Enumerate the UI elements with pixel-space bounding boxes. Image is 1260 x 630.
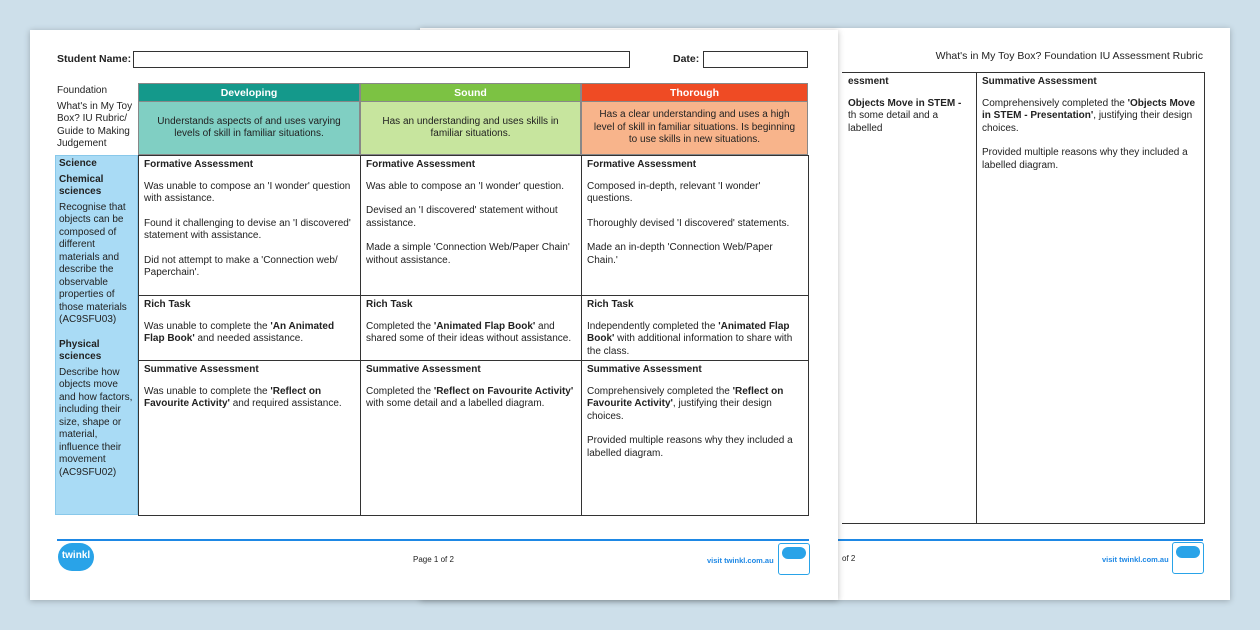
cell-heading: Summative Assessment [366,364,481,375]
back-col2-para: Comprehensively completed the 'Objects Move in STEM - Presentation', justifying their design choices. [982,97,1196,134]
curriculum-column [55,155,138,515]
formative-cell-thorough [581,155,809,296]
cell-text: Provided multiple reasons why they included a labelled diagram. [587,435,793,459]
level-header-thorough: Thorough [581,83,808,102]
summative-cell-thorough [581,360,809,516]
student-name-label: Student Name: [57,53,132,65]
cell-text: Made an in-depth 'Connection Web/Paper Chain.' [587,242,773,266]
back-page-number: of 2 [842,554,856,563]
strand-description: Describe how objects move and how factors, including their size, shape or material, influence their movement (AC9SFU02) [59,366,133,478]
level-desc-developing: Understands aspects of and uses varying levels of skill in familiar situations. [138,101,360,155]
cell-heading: Rich Task [366,299,413,310]
back-col1-line: th some detail and a labelled [848,110,939,134]
back-footer-line [838,539,1203,541]
cell-text: Was unable to complete the 'An Animated Flap Book' and needed assistance. [144,320,335,344]
unit-title: What's in My Toy Box? IU Rubric/ Guide to Making Judgement [57,100,133,149]
front-page [30,30,838,600]
cell-heading: Rich Task [144,299,191,310]
cell-heading: Formative Assessment [144,159,254,170]
grade-label: Foundation [57,85,108,96]
summative-cell-developing [138,360,361,516]
cell-heading: Formative Assessment [366,159,476,170]
rich-cell-thorough [581,295,809,361]
page-number: Page 1 of 2 [413,555,454,564]
rich-cell-developing [138,295,361,361]
date-field[interactable] [703,51,808,68]
cell-heading: Formative Assessment [587,159,697,170]
back-visit-link[interactable]: visit twinkl.com.au [1102,555,1169,564]
cell-heading: Summative Assessment [587,364,702,375]
level-desc-sound: Has an understanding and uses skills in familiar situations. [360,101,581,155]
unit-info [57,85,137,151]
back-col2-para: Provided multiple reasons why they included a labelled diagram. [982,147,1188,171]
cell-text: Composed in-depth, relevant 'I wonder' questions. [587,180,761,204]
formative-cell-developing [138,155,361,296]
cell-text: Completed the 'Animated Flap Book' and shared some of their ideas without assistance. [366,320,572,344]
back-col1 [842,72,978,524]
cell-heading: Rich Task [587,299,634,310]
summative-cell-sound [360,360,582,516]
cell-text: Was unable to complete the 'Reflect on Favourite Activity' and required assistance. [144,385,342,409]
twinkl-logo: twinkl [58,543,94,571]
strand-label: Chemical sciences [59,173,104,197]
cell-text: Independently completed the 'Animated Flap Book' with additional information to share with the class. [587,320,793,357]
formative-cell-sound [360,155,582,296]
back-col2 [976,72,1205,524]
strand-description: Recognise that objects can be composed of different materials and describe the observable properties of those materials (AC9SFU03) [59,201,127,325]
visit-link[interactable]: visit twinkl.com.au [707,556,774,565]
cell-text: Completed the 'Reflect on Favourite Activity' with some detail and a labelled diagram. [366,385,574,409]
back-col1-heading: essment [848,76,889,87]
cell-text: Found it challenging to devise an 'I discovered' statement with assistance. [144,217,351,241]
cell-text: Thoroughly devised 'I discovered' statements. [587,217,790,229]
cell-heading: Summative Assessment [144,364,259,375]
cell-text: Made a simple 'Connection Web/Paper Chain' without assistance. [366,242,570,266]
quality-badge [778,543,810,575]
strand-label: Physical sciences [59,338,102,362]
footer-line [57,539,809,541]
cell-text: Devised an 'I discovered' statement without assistance. [366,205,558,229]
level-header-developing: Developing [138,83,360,102]
back-page-title: What's in My Toy Box? Foundation IU Assessment Rubric [935,50,1203,62]
cell-text: Was unable to compose an 'I wonder' question with assistance. [144,180,351,204]
rich-cell-sound [360,295,582,361]
back-quality-badge [1172,542,1204,574]
cell-text: Comprehensively completed the 'Reflect on Favourite Activity', justifying their design choices. [587,385,784,422]
date-label: Date: [673,53,700,65]
student-name-field[interactable] [133,51,630,68]
cell-text: Did not attempt to make a 'Connection web/ Paperchain'. [144,254,338,278]
subject-label: Science [59,158,97,169]
cell-text: Was able to compose an 'I wonder' question. [366,180,565,192]
back-col1-line: Objects Move in STEM - [848,97,962,109]
level-header-sound: Sound [360,83,581,102]
level-desc-thorough: Has a clear understanding and uses a high level of skill in familiar situations. Is beginning to use skills in new situations. [581,101,808,155]
back-col2-heading: Summative Assessment [982,76,1097,87]
